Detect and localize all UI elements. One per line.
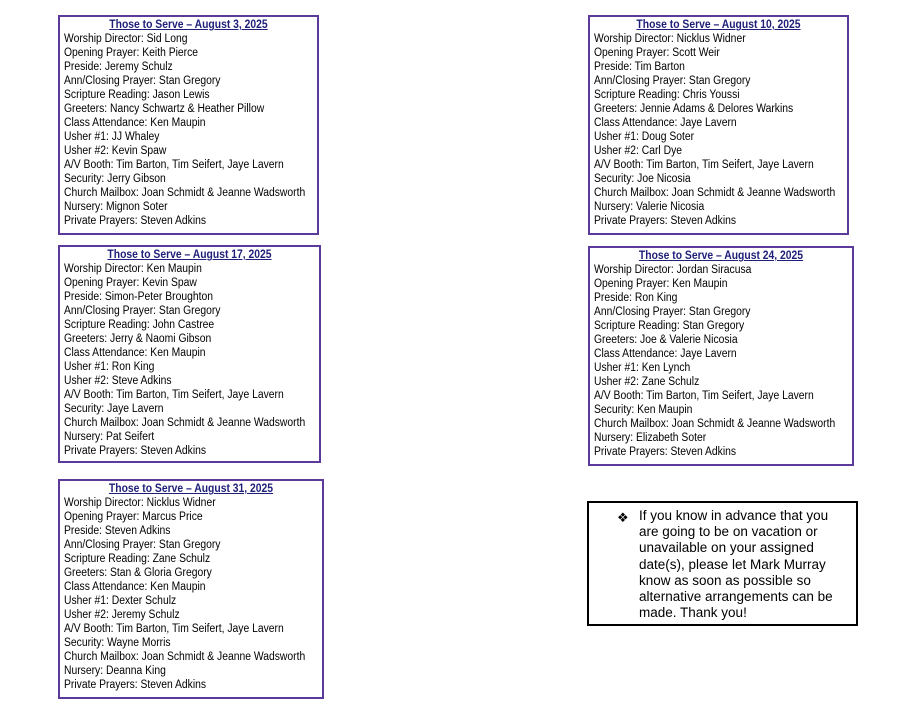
schedule-row: Ann/Closing Prayer: Stan Gregory bbox=[64, 539, 221, 551]
schedule-row: Preside: Ron King bbox=[594, 292, 678, 304]
vacation-notice-text: If you know in advance that you are going to be on vacation or unavailable on your assigned date(s), please let Mark Murray know as soon as possible so alternative arrangements can be made. Thank you! bbox=[639, 508, 833, 621]
schedule-row: Greeters: Jennie Adams & Delores Warkins bbox=[594, 103, 794, 115]
schedule-row: Private Prayers: Steven Adkins bbox=[594, 215, 737, 227]
schedule-row: Ann/Closing Prayer: Stan Gregory bbox=[594, 75, 751, 87]
schedule-row: Worship Director: Sid Long bbox=[64, 33, 188, 45]
schedule-row: Usher #2: Kevin Spaw bbox=[64, 145, 167, 157]
schedule-row: Usher #1: Doug Soter bbox=[594, 131, 695, 143]
schedule-row: Security: Ken Maupin bbox=[594, 404, 693, 416]
schedule-row: Ann/Closing Prayer: Stan Gregory bbox=[594, 306, 751, 318]
schedule-row: Private Prayers: Steven Adkins bbox=[594, 446, 737, 458]
schedule-row: Greeters: Joe & Valerie Nicosia bbox=[594, 334, 738, 346]
schedule-row: Church Mailbox: Joan Schmidt & Jeanne Wadsworth bbox=[594, 418, 836, 430]
schedule-row: A/V Booth: Tim Barton, Tim Seifert, Jaye Lavern bbox=[64, 623, 284, 635]
schedule-row: Usher #1: JJ Whaley bbox=[64, 131, 160, 143]
schedule-row: Church Mailbox: Joan Schmidt & Jeanne Wadsworth bbox=[64, 417, 306, 429]
schedule-row: Scripture Reading: John Castree bbox=[64, 319, 215, 331]
schedule-row: Scripture Reading: Jason Lewis bbox=[64, 89, 210, 101]
schedule-row: Opening Prayer: Kevin Spaw bbox=[64, 277, 197, 289]
schedule-row: Preside: Simon-Peter Broughton bbox=[64, 291, 214, 303]
schedule-row: Usher #1: Dexter Schulz bbox=[64, 595, 177, 607]
schedule-row: Opening Prayer: Ken Maupin bbox=[594, 278, 728, 290]
schedule-row: Private Prayers: Steven Adkins bbox=[64, 445, 207, 457]
schedule-box-aug-17 bbox=[58, 245, 321, 463]
schedule-row: Nursery: Valerie Nicosia bbox=[594, 201, 705, 213]
schedule-title: Those to Serve – August 3, 2025 bbox=[109, 19, 268, 31]
schedule-title: Those to Serve – August 10, 2025 bbox=[636, 19, 801, 31]
schedule-row: Security: Wayne Morris bbox=[64, 637, 171, 649]
schedule-row: Greeters: Nancy Schwartz & Heather Pillow bbox=[64, 103, 265, 115]
schedule-title: Those to Serve – August 24, 2025 bbox=[638, 250, 804, 262]
schedule-row: Preside: Tim Barton bbox=[594, 61, 685, 73]
schedule-title: Those to Serve – August 17, 2025 bbox=[107, 249, 272, 261]
schedule-row: Greeters: Stan & Gloria Gregory bbox=[64, 567, 212, 579]
schedule-row: Opening Prayer: Keith Pierce bbox=[64, 47, 199, 59]
schedule-row: Church Mailbox: Joan Schmidt & Jeanne Wadsworth bbox=[594, 187, 836, 199]
schedule-row: Class Attendance: Jaye Lavern bbox=[594, 117, 737, 129]
schedule-row: Opening Prayer: Marcus Price bbox=[64, 511, 203, 523]
schedule-row: Scripture Reading: Zane Schulz bbox=[64, 553, 211, 565]
schedule-row: Class Attendance: Ken Maupin bbox=[64, 581, 206, 593]
schedule-row: Security: Jerry Gibson bbox=[64, 173, 166, 185]
schedule-row: Worship Director: Ken Maupin bbox=[64, 263, 202, 275]
schedule-row: Preside: Steven Adkins bbox=[64, 525, 171, 537]
schedule-row: Class Attendance: Ken Maupin bbox=[64, 347, 206, 359]
schedule-row: Church Mailbox: Joan Schmidt & Jeanne Wadsworth bbox=[64, 651, 306, 663]
diamond-bullet-icon: ❖ bbox=[617, 510, 629, 525]
schedule-row: Ann/Closing Prayer: Stan Gregory bbox=[64, 305, 221, 317]
schedule-row: Worship Director: Jordan Siracusa bbox=[594, 264, 752, 276]
schedule-row: Greeters: Jerry & Naomi Gibson bbox=[64, 333, 212, 345]
schedule-row: Nursery: Deanna King bbox=[64, 665, 166, 677]
schedule-row: A/V Booth: Tim Barton, Tim Seifert, Jaye Lavern bbox=[594, 390, 814, 402]
schedule-row: Nursery: Pat Seifert bbox=[64, 431, 155, 443]
schedule-row: Ann/Closing Prayer: Stan Gregory bbox=[64, 75, 221, 87]
schedule-row: Usher #2: Jeremy Schulz bbox=[64, 609, 180, 621]
schedule-row: Worship Director: Nicklus Widner bbox=[64, 497, 216, 509]
schedule-title: Those to Serve – August 31, 2025 bbox=[108, 483, 274, 495]
schedule-row: Security: Jaye Lavern bbox=[64, 403, 164, 415]
schedule-row: Usher #1: Ken Lynch bbox=[594, 362, 691, 374]
schedule-row: Scripture Reading: Stan Gregory bbox=[594, 320, 745, 332]
schedule-row: Preside: Jeremy Schulz bbox=[64, 61, 173, 73]
schedule-box-aug-31 bbox=[58, 479, 324, 699]
schedule-row: A/V Booth: Tim Barton, Tim Seifert, Jaye Lavern bbox=[64, 159, 284, 171]
schedule-row: Usher #1: Ron King bbox=[64, 361, 155, 373]
schedule-box-aug-10 bbox=[588, 15, 849, 235]
schedule-box-aug-24 bbox=[588, 246, 854, 466]
schedule-row: Scripture Reading: Chris Youssi bbox=[594, 89, 740, 101]
schedule-row: Nursery: Elizabeth Soter bbox=[594, 432, 707, 444]
schedule-row: Security: Joe Nicosia bbox=[594, 173, 691, 185]
schedule-row: Class Attendance: Ken Maupin bbox=[64, 117, 206, 129]
schedule-row: Church Mailbox: Joan Schmidt & Jeanne Wadsworth bbox=[64, 187, 306, 199]
schedule-row: A/V Booth: Tim Barton, Tim Seifert, Jaye Lavern bbox=[64, 389, 284, 401]
schedule-row: Usher #2: Zane Schulz bbox=[594, 376, 700, 388]
schedule-row: Nursery: Mignon Soter bbox=[64, 201, 168, 213]
schedule-row: A/V Booth: Tim Barton, Tim Seifert, Jaye Lavern bbox=[594, 159, 814, 171]
schedule-row: Private Prayers: Steven Adkins bbox=[64, 215, 207, 227]
vacation-notice-box bbox=[587, 501, 858, 626]
schedule-row: Private Prayers: Steven Adkins bbox=[64, 679, 207, 691]
schedule-row: Usher #2: Steve Adkins bbox=[64, 375, 172, 387]
schedule-row: Opening Prayer: Scott Weir bbox=[594, 47, 720, 59]
schedule-box-aug-3 bbox=[58, 15, 319, 235]
schedule-row: Class Attendance: Jaye Lavern bbox=[594, 348, 737, 360]
schedule-row: Usher #2: Carl Dye bbox=[594, 145, 683, 157]
schedule-row: Worship Director: Nicklus Widner bbox=[594, 33, 746, 45]
